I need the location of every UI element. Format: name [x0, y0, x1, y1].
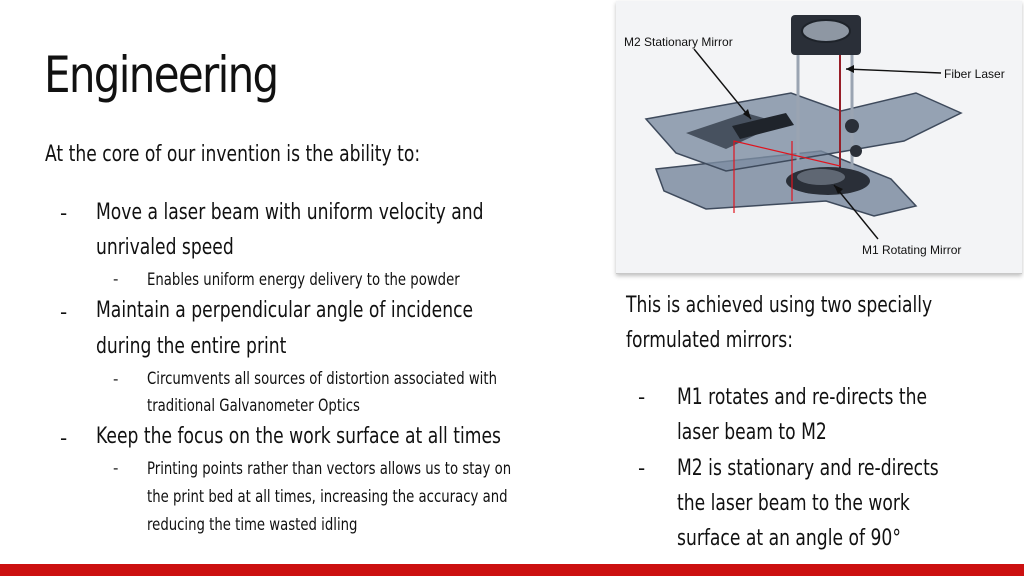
- bullet-dash: -: [638, 385, 646, 409]
- right-bullet-1-line-1: M1 rotates and re-directs the: [677, 385, 928, 410]
- right-bullet-1: [677, 380, 927, 450]
- bullet-dash: -: [60, 201, 68, 225]
- bullet-1-line-1: Move a laser beam with uniform velocity and: [96, 200, 484, 225]
- bullet-3-line-1: Keep the focus on the work surface at all times: [96, 424, 501, 449]
- m1-label: M1 Rotating Mirror: [862, 243, 962, 257]
- bullet-2-line-1: Maintain a perpendicular angle of incidence: [96, 298, 474, 323]
- fiber-laser-label: Fiber Laser: [944, 67, 1005, 81]
- bullet-2-sub-2: traditional Galvanometer Optics: [147, 396, 360, 416]
- bullet-1-line-2: unrivaled speed: [96, 235, 234, 260]
- sub-bullet-dash: -: [113, 370, 119, 388]
- bottom-accent-bar: [0, 564, 1024, 576]
- bullet-2-line-2: during the entire print: [96, 334, 287, 359]
- bullet-2-sub-1: Circumvents all sources of distortion associated with: [147, 369, 497, 389]
- m1-mirror: [797, 169, 845, 185]
- mirror-assembly-diagram: [616, 1, 1022, 274]
- gear: [850, 145, 862, 157]
- right-bullet-2: [677, 451, 939, 556]
- right-intro-line-2: formulated mirrors:: [626, 328, 793, 353]
- sub-bullet-dash: -: [113, 270, 119, 288]
- right-bullet-2-line-3: surface at an angle of 90°: [677, 526, 901, 551]
- fiber-laser-lens: [802, 20, 850, 42]
- bullet-dash: -: [60, 426, 68, 450]
- intro-text: At the core of our invention is the ability to:: [45, 142, 421, 167]
- right-bullet-2-line-2: the laser beam to the work: [677, 491, 910, 516]
- bullet-3-sub-1: Printing points rather than vectors allows us to stay on: [147, 459, 512, 479]
- gear: [845, 119, 859, 133]
- callout-arrow: [846, 69, 941, 73]
- m2-label: M2 Stationary Mirror: [624, 35, 733, 49]
- arrow-head: [846, 65, 854, 73]
- slide-title: Engineering: [44, 46, 278, 104]
- right-bullet-2-line-1: M2 is stationary and re-directs: [677, 456, 939, 481]
- bullet-dash: -: [638, 456, 646, 480]
- right-intro: [626, 288, 932, 358]
- bullet-3-sub-2: the print bed at all times, increasing the accuracy and: [147, 487, 508, 507]
- bullet-dash: -: [60, 300, 68, 324]
- bullet-1-sub-1: Enables uniform energy delivery to the powder: [147, 270, 460, 290]
- right-intro-line-1: This is achieved using two specially: [626, 293, 933, 318]
- right-bullet-1-line-2: laser beam to M2: [677, 420, 827, 445]
- bullet-3-sub-3: reducing the time wasted idling: [147, 515, 358, 535]
- sub-bullet-dash: -: [113, 459, 119, 477]
